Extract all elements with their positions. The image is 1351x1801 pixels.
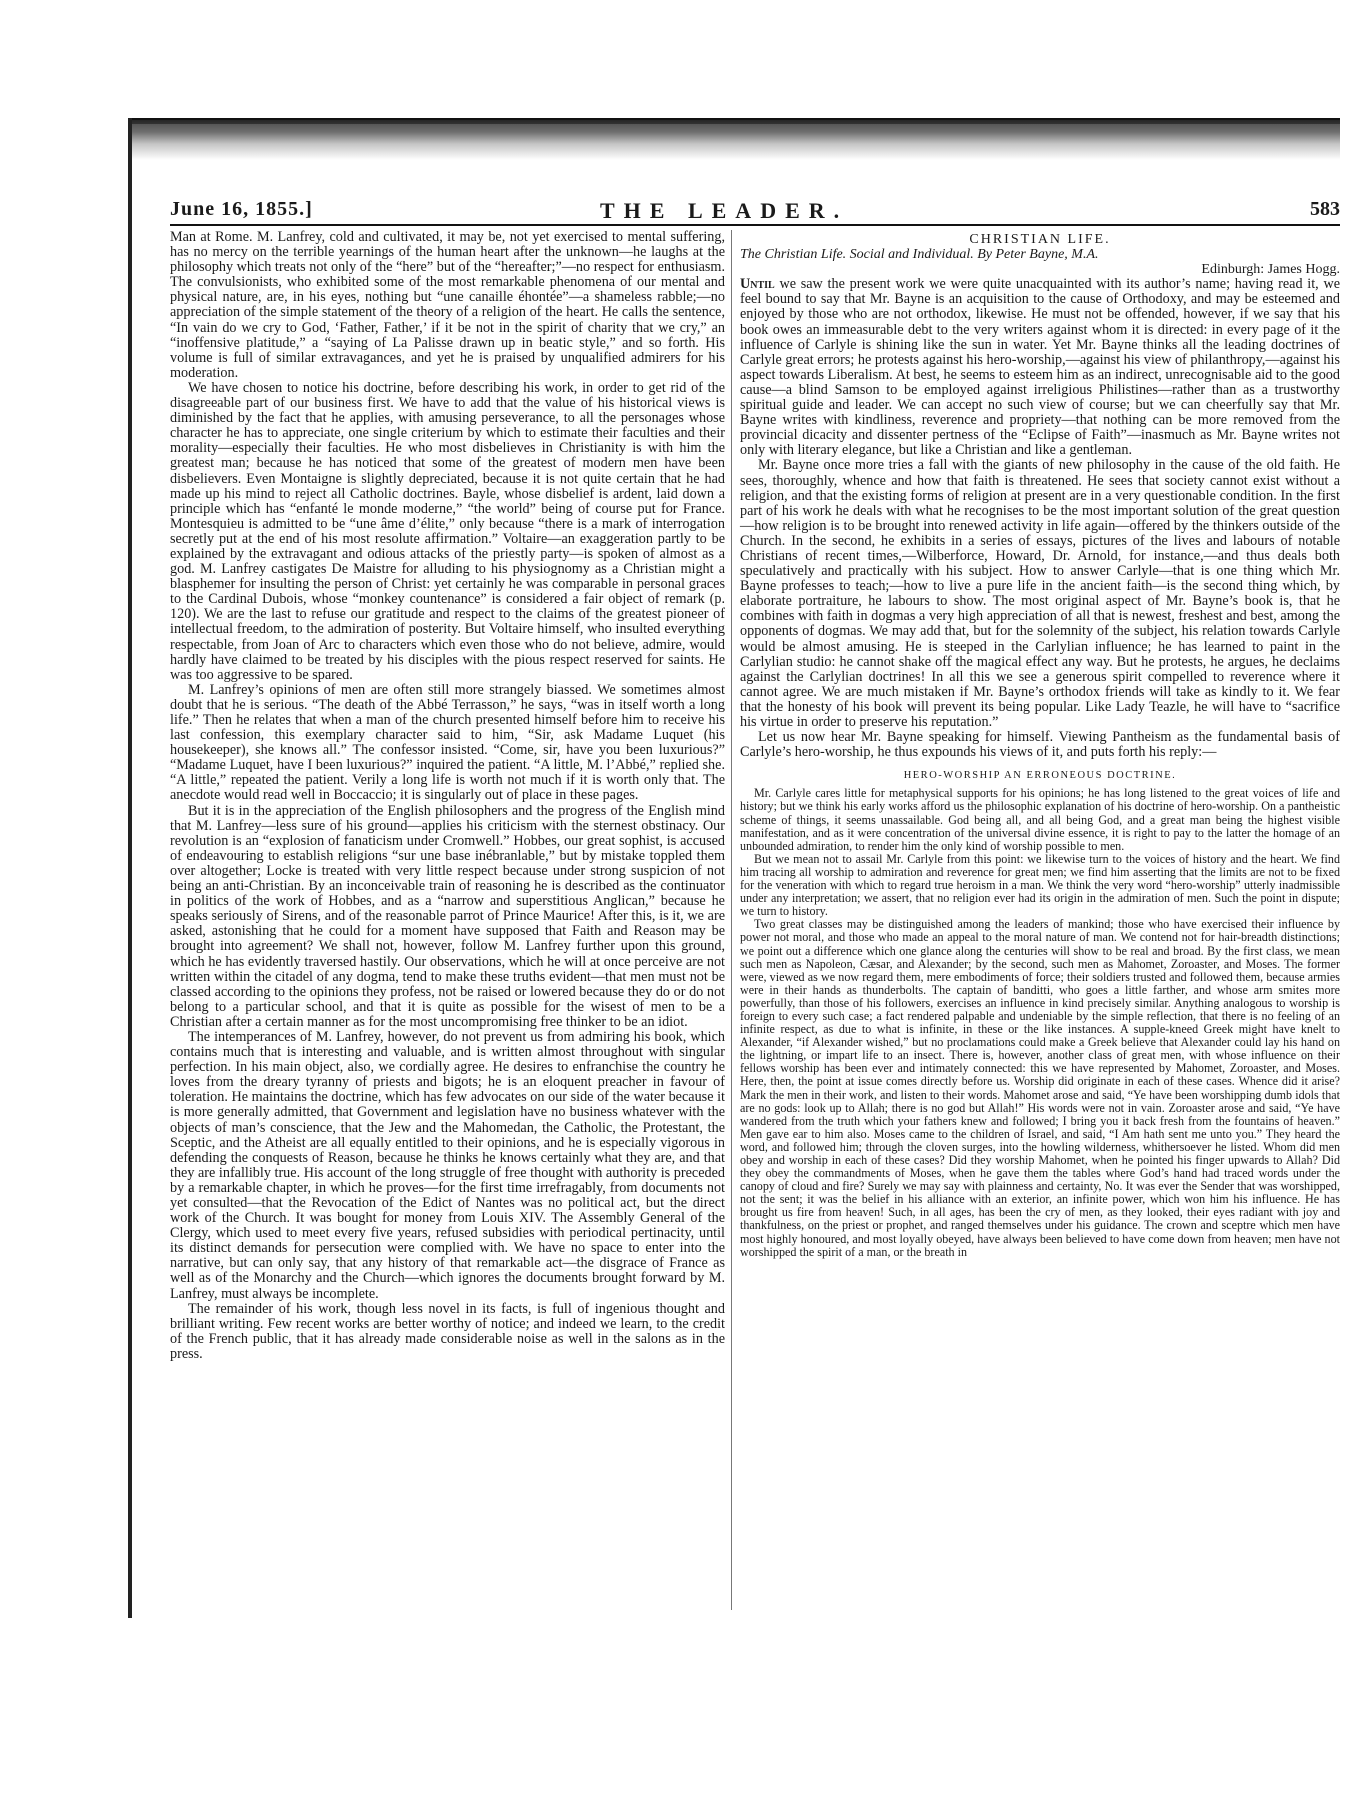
review-publisher: Edinburgh: James Hogg. bbox=[1201, 262, 1340, 278]
extract-block bbox=[740, 787, 1340, 1258]
right-column bbox=[740, 230, 1340, 1259]
extract-heading: HERO-WORSHIP AN ERRONEOUS DOCTRINE. bbox=[903, 770, 1177, 782]
masthead bbox=[170, 198, 1340, 226]
review-title: CHRISTIAN LIFE. bbox=[969, 232, 1111, 247]
opening-word: Until bbox=[740, 276, 775, 293]
newspaper-title: THE LEADER. bbox=[600, 198, 849, 223]
article-paragraph: M. Lanfrey’s opinions of men are often still more strangely biassed. We sometimes almost doubt that he is serious. “The death of the Abbé Terrasson,” he says, “was in itself worth a long life.” Then he relates that when a man of the church presented himself before him to receive his last confession, this exemplary character said to him, “Sir, ask Madame Luquet (his housekeeper), she knows all.” The confessor insisted. “Come, sir, have you been luxurious?” “Madame Luquet, have I been luxurious?” inquired the patient. “A little, M. l’Abbé,” replied she. “A little,” repeated the patient. Verily a long life is worth not much if it is worth only that. The anecdote would read well in Boccaccio; it is singularly out of place in these pages. bbox=[170, 681, 725, 804]
masthead-rule bbox=[170, 224, 1340, 226]
left-column bbox=[170, 230, 725, 1362]
extract-paragraph: Two great classes may be distinguished among the leaders of mankind; those who have exercised their influence by power not moral, and those who made an appeal to the moral nature of man. We contend not for hair-breadth distinctions; we point out a difference which one glance along the centuries will show to be real and broad. By the first class, we mean such men as Napoleon, Cæsar, and Alexander; by the second, such men as Mahomet, Zoroaster, and Moses. The former were, viewed as we now regard them, mere embodiments of force; their soldiers trusted and followed them, because armies were in their hands as thunderbolts. The captain of banditti, who goes a little farther, and whose arm smites more powerfully, than those of his followers, exercises an influence in kind precisely similar. Anything analogous to worship is foreign to every such case; a fact rendered palpable and undeniable by the simple reflection, that there is no feeling of an infinite respect, as due to what is infinite, in these or the like instances. A supple-kneed Greek might have knelt to Alexander, “if Alexander wished,” but no proclamations could make a Greek believe that Alexander could lay his hand on the lightning, or impart life to an insect. There is, however, another class of great men, with whose influence on their fellows worship has been ever and intimately connected: this we have represented by Mahomet, Zoroaster, and Moses. Here, then, the point at issue comes directly before us. Worship did originate in each of these cases. Whence did it arise? Mark the men in their work, and listen to their words. Mahomet arose and said, “Ye have been worshipping dumb idols that are no gods: look up to Allah; there is no god but Allah!” His words were not in vain. Zoroaster arose and said, “Ye have wandered from the truth which your fathers knew and followed; I bring you it back fresh from the fountains of heaven.” Men gave ear to him also. Moses came to the children of Israel, and said, “I Am hath sent me unto you.” They heard the word, and followed him; through the cloven surges, into the howling wilderness, whithersoever he listed. Whom did men obey and worship in each of these cases? Did they worship Mahomet, when he pointed his finger upwards to Allah? Did they obey the commandments of Moses, when he gave them the tables where God’s hand had traced words under the canopy of cloud and fire? Surely we may say with plainness and certainty, No. It was ever the Sender that was worshipped, not the sent; it was the belief in his alliance with an exterior, an infinite power, which won him his influence. He has brought us fire from heaven! Such, in all ages, has been the cry of men, as they looked, their eyes radiant with joy and thankfulness, on the priest or prophet, and ranged themselves under his guidance. The crown and sceptre which men have most highly honoured, and most loyally obeyed, have always been believed to have come down from heaven; men have not worshipped the spirit of a man, or the breath in bbox=[740, 917, 1340, 1259]
review-paragraph: Mr. Bayne once more tries a fall with the giants of new philosophy in the cause of the old faith. He sees, thoroughly, whence and how that faith is threatened. He sees that society cannot exist without a religion, and that the existing forms of religion at present are in a very questionable condition. In the first part of his work he deals with what he recognises to be the most important solution of the great question—how religion is to be brought into renewed activity in life again—offered by the thinkers outside of the Church. In the second, he exhibits in a series of essays, pictures of the lives and labours of notable Christians of recent times,—Wilberforce, Howard, Dr. Arnold, for instance,—and thus deals both speculatively and practically with his subject. How to answer Carlyle—that is one thing which Mr. Bayne professes to teach;—how to live a pure life in the ancient faith—is the second thing which, by elaborate portraiture, he labours to show. The most original aspect of Mr. Bayne’s book is, that he combines with faith in dogmas a very high appreciation of all that is newest, freshest and best, among the opponents of dogmas. We may add that, but for the solemnity of the subject, his relation towards Carlyle would be almost amusing. He is steeped in the Carlylian influence; he has learned to paint in the Carlylian studio: he cannot shake off the magical effect any way. But he protests, he argues, he declaims against the Carlylian doctrines! In all this we see a generous spirit compelled to reverence where it cannot agree. We are much mistaken if Mr. Bayne’s orthodox friends will take as kindly to it. We fear that the honesty of his book will prevent its being popular. Like Lady Teazle, he will have to “sacrifice his virtue in order to preserve his reputation.” bbox=[740, 457, 1340, 730]
article-paragraph: We have chosen to notice his doctrine, before describing his work, in order to get rid of the disagreeable part of our business first. We have to add that the value of his historical views is diminished by the fact that he applies, with amusing perseverance, to all the personages whose character he has to appreciate, one single criterium by which to estimate their faculties and their morality—especially their faculties. He who most disbelieves in Christianity is with him the greatest man; because he has noticed that some of the greatest of modern men have been disbelievers. Even Montaigne is slightly depreciated, because it is not quite certain that he had made up his mind to reject all Catholic doctrines. Bayle, whose disbelief is ardent, laid down a principle which has “enfanté le monde moderne,” “the world” being of course put for France. Montesquieu is admitted to be “une âme d’élite,” only because “there is a mark of interrogation secretly put at the end of his most resolute affirmation.” Voltaire—an exaggeration partly to be explained by the extravagant and odious attacks of the priestly party—is spoken of almost as a god. M. Lanfrey castigates De Maistre for alluding to his physiognomy as a Christian might a blasphemer for insulting the person of Christ: yet certainly he was comparable in personal graces to the Cardinal Dubois, whose “monkey countenance” is considered a fair object of remark (p. 120). We are the last to refuse our gratitude and respect to the claims of the greatest pioneer of intellectual freedom, to the admiration of posterity. But Voltaire himself, who insulted everything respectable, from Joan of Arc to characters which even those who do not believe, admire, would hardly have claimed to be treated by his disciples with the pious respect reserved for saints. He was too aggressive to be spared. bbox=[170, 379, 725, 683]
review-byline: The Christian Life. Social and Individual. By Peter Bayne, M.A. bbox=[740, 247, 1099, 263]
extract-paragraph: Mr. Carlyle cares little for metaphysical supports for his opinions; he has long listened to the great voices of life and history; but we think his early works afford us the philosophic explanation of his doctrine of hero-worship. On a pantheistic scheme of things, it seems unassailable. God being all, and all being God, and a great man being the highest visible manifestation, and as it were concentration of the universal divine essence, it is right to pay to the latter the homage of an unbounded admiration, to render him the only kind of worship possible to men. bbox=[740, 786, 1340, 853]
review-paragraph bbox=[740, 277, 1340, 458]
column-separator bbox=[731, 230, 732, 1610]
article-paragraph: The intemperances of M. Lanfrey, however, do not prevent us from admiring his book, which contains much that is interesting and valuable, and is written almost throughout with singular perfection. In his main object, also, we cordially agree. He desires to enfranchise the country he loves from the dreary tyranny of priests and bigots; he is an eloquent preacher in favour of toleration. He maintains the doctrine, which has few advocates on our side of the water because it is more generally admitted, that Government and legislation have no business whatever with the objects of man’s conscience, that the Jew and the Mahomedan, the Catholic, the Protestant, the Sceptic, and the Atheist are all equally entitled to their opinions, and he is especially vigorous in defending the conquests of Reason, because he thinks he knows certainly what they are, and that they are infallibly true. His account of the long struggle of free thought with authority is preceded by a remarkable chapter, in which he proves—for the first time irrefragably, from documents not yet consulted—that the Revocation of the Edict of Nantes was no political act, but the direct work of the Church. It was bought for money from Louis XIV. The Assembly General of the Clergy, which used to meet every five years, refused subsidies with periodical pertinacity, until its distinct demands for persecution were complied with. We have no space to enter into the narrative, but can only say, that any history of that remarkable act—the disgrace of France as well as of the Monarchy and the Church—which ignores the documents brought forward by M. Lanfrey, must always be incomplete. bbox=[170, 1028, 725, 1302]
article-paragraph: The remainder of his work, though less novel in its facts, is full of ingenious thought and brilliant writing. Few recent works are better worthy of notice; and indeed we learn, to the credit of the French public, that it has already made considerable noise as well in the salons as in the press. bbox=[170, 1300, 725, 1362]
scan-left-edge bbox=[128, 118, 132, 1618]
review-paragraph: Let us now hear Mr. Bayne speaking for himself. Viewing Pantheism as the fundamental basis of Carlyle’s hero-worship, he thus expounds his views of it, and puts forth his reply:— bbox=[740, 729, 1340, 761]
page-number: 583 bbox=[1310, 198, 1340, 220]
issue-date: June 16, 1855.] bbox=[170, 198, 313, 220]
article-paragraph: But it is in the appreciation of the English philosophers and the progress of the English mind that M. Lanfrey—less sure of his ground—applies his criticism with the sternest obstinacy. Our revolution is an “explosion of fanaticism under Cromwell.” Hobbes, our great sophist, is accused of endeavouring to establish religions “sur une base inébranlable,” but by mistake toppled them over altogether; Locke is treated with very little respect because under strong suspicion of not being an anti-Christian. By an inconceivable train of reasoning he is described as the continuator in politics of the work of Hobbes, and as a “narrow and superstitious Anglican,” because he speaks seriously of Sirens, and of the reasonable parrot of Prince Maurice! After this, is it, we are asked, astonishing that he could for a moment have supposed that Faith and Reason may be brought into agreement? We shall not, however, follow M. Lanfrey further upon this ground, which he has evidently traversed hastily. Our observations, which he will at once perceive are not written within the citadel of any dogma, tend to make these truths evident—that men must not be classed according to the opinions they profess, not be raised or lowered because they do or do not belong to a particular school, and that it is quite as possible for the wisest of men to be a Christian after a certain manner as for the most uncompromising free thinker to be an idiot. bbox=[170, 802, 725, 1030]
article-paragraph: Man at Rome. M. Lanfrey, cold and cultivated, it may be, not yet exercised to mental suffering, has no mercy on the terrible yearnings of the human heart after the unknown—he laughs at the philosophy which treats not only of the “here” but of the “hereafter;”—no respect for enthusiasm. The convulsionists, who exhibited some of the most remarkable phenomena of our mental and physical nature, are, in his eyes, nothing but “une canaille éhontée”—a shameless rabble;—no appreciation of the simple statement of the theory of a religion of the heart. He calls the sentence, “In vain do we cry to God, ‘Father, Father,’ if it be not in the spirit of charity that we cry,” an “inoffensive platitude,” a “saying of La Palisse drawn up in beatic style,” and so forth. His volume is full of similar extravagances, and yet he is praised by unqualified admirers for his moderation. bbox=[170, 229, 725, 381]
extract-paragraph: But we mean not to assail Mr. Carlyle from this point: we likewise turn to the voices of history and the heart. We find him tracing all worship to admiration and reverence for great men; we find him asserting that the limits are not to be fixed for the veneration with which to regard true heroism in a man. We think the very word “hero-worship” utterly inadmissible under any interpretation; we assert, that no religion ever had its origin in the admiration of men. Such the point in dispute; we turn to history. bbox=[740, 851, 1340, 919]
scan-top-shadow bbox=[130, 120, 1340, 160]
review-paragraph-text: we saw the present work we were quite unacquainted with its author’s name; having read it, we feel bound to say that Mr. Bayne is an acquisition to the cause of Orthodoxy, and may be esteemed and enjoyed by those who are not orthodox, likewise. He must not be offended, however, if we say that his book owes an immeasurable debt to the very writers against whom it is directed: in every page of it the influence of Carlyle is shining like the sun in water. Yet Mr. Bayne thinks all the leading doctrines of Carlyle great errors; he protests against his hero-worship,—against his view of philanthropy,—against his aspect towards Liberalism. At best, he seems to esteem him as an indirect, unrecognisable aid to the good cause—a blind Samson to be employed against irreligious Philistines—rather than as a trustworthy spiritual guide and leader. We can accept no such view of course; but we can cheerfully say that Mr. Bayne writes with kindliness, reverence and propriety—that nothing can be more removed from the provincial dicacity and dissenter pertness of the “Eclipse of Faith”—inasmuch as Mr. Bayne writes not only with literary elegance, but like a Christian and like a gentleman. bbox=[740, 276, 1341, 459]
